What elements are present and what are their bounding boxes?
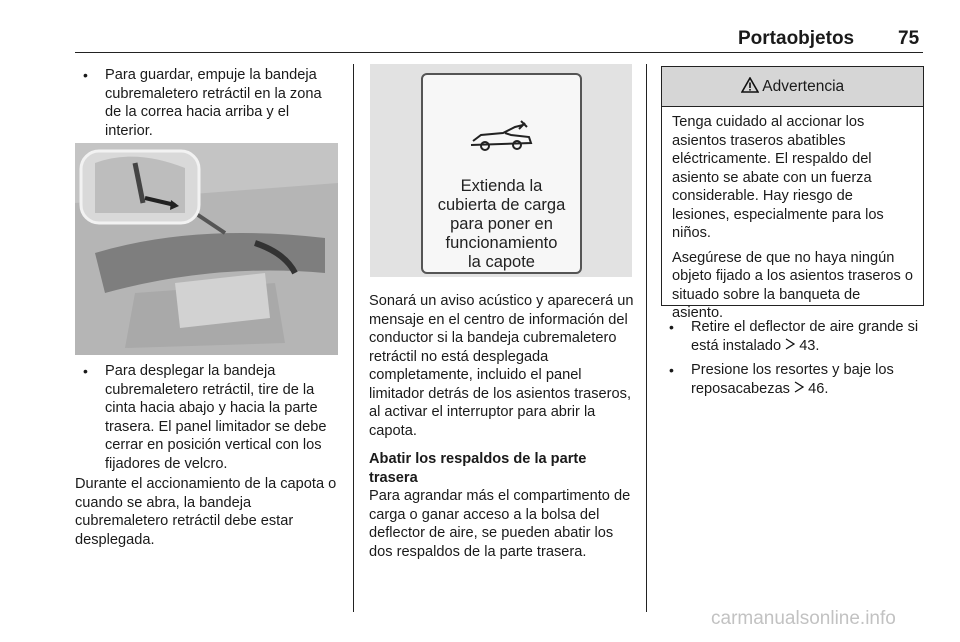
column-1-lower xyxy=(75,362,340,549)
trunk-cover-photo xyxy=(75,143,338,355)
warning-body xyxy=(662,107,923,323)
bullet-item xyxy=(661,318,923,355)
page-ref-arrow-icon xyxy=(794,381,808,397)
display-message-text xyxy=(423,177,580,272)
column-divider-2 xyxy=(646,64,647,612)
message-line: Extienda la xyxy=(460,177,543,195)
message-line: funcionamiento xyxy=(445,234,558,252)
column-1 xyxy=(75,66,340,140)
display-message-panel xyxy=(421,73,582,274)
section-title: Portaobjetos xyxy=(738,28,855,49)
warning-paragraph: Tenga cuidado al accionar los asientos traseros abatibles eléctricamente. El respaldo del asiento se abate con un fuerza considerable. Hay riesgo de lesiones, especialmente para los niños. xyxy=(672,114,884,241)
warning-triangle-icon xyxy=(741,78,762,95)
page-ref-link[interactable]: 46. xyxy=(808,380,829,397)
column-2 xyxy=(369,292,635,561)
subheading: Abatir los respaldos de la parte trasera xyxy=(369,451,587,486)
column-divider-1 xyxy=(353,64,354,612)
bullet-item: • Para guardar, empuje la bandeja cubremaletero retráctil en la zona de la correa hacia arriba y el interior. xyxy=(75,66,340,140)
warning-title: Advertencia xyxy=(762,78,845,95)
page-number: 75 xyxy=(898,28,920,49)
message-line: la capote xyxy=(468,253,535,271)
message-line: para poner en xyxy=(450,215,553,233)
paragraph: Sonará un aviso acústico y aparecerá un mensaje en el centro de información del conductor si la bandeja cubremaletero retráctil no está desplegada completamente, incluido el panel limitador detrás de los asientos traseros, al activar el interruptor para abrir la capota. xyxy=(369,293,634,439)
bullet-item: • Para desplegar la bandeja cubremaletero retráctil, tire de la cinta hacia abajo y hacia la parte trasera. El panel limitador se debe cerrar en posición vertical con los fijadores de velcro. xyxy=(75,362,340,473)
paragraph: Para agrandar más el compartimento de carga o ganar acceso a la bolsa del deflector de aire, se pueden abatir los dos respaldos de la parte trasera. xyxy=(369,488,631,560)
bullet-item xyxy=(661,361,923,398)
header-divider xyxy=(75,52,923,53)
trunk-illustration xyxy=(75,143,338,355)
page-ref-arrow-icon xyxy=(785,338,799,354)
page-ref-link[interactable]: 43. xyxy=(799,337,820,354)
convertible-car-icon xyxy=(467,115,537,155)
display-message-figure xyxy=(370,64,632,277)
message-line: cubierta de carga xyxy=(437,196,566,214)
warning-paragraph: Asegúrese de que no haya ningún objeto fijado a los asientos traseros o situado sobre la banqueta de asiento. xyxy=(672,249,913,321)
warning-box xyxy=(661,66,924,321)
watermark: carmanualsonline.info xyxy=(711,608,896,629)
warning-header xyxy=(662,67,923,107)
bullet-text: Retire el deflector de aire grande si está instalado xyxy=(691,319,919,354)
paragraph: Durante el accionamiento de la capota o cuando se abra, la bandeja cubremaletero retráctil debe estar desplegada. xyxy=(75,476,337,548)
bullet-text: Presione los resortes y baje los reposacabezas xyxy=(691,362,894,397)
column-3-list xyxy=(661,318,923,398)
